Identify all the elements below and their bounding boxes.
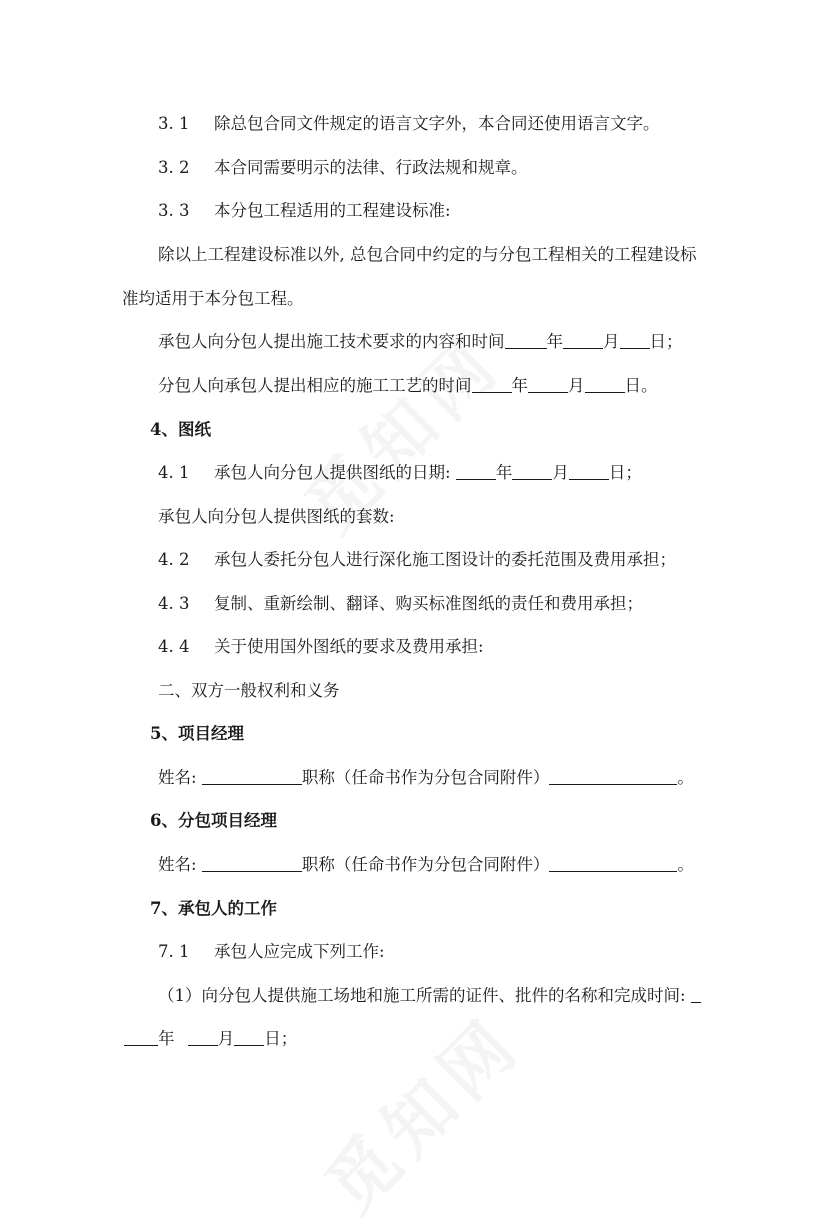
clause-number: 4. 4 bbox=[158, 637, 190, 656]
process-date-line bbox=[0, 374, 830, 398]
month-blank bbox=[563, 331, 603, 349]
paragraph-line: 承包人向分包人提供图纸的套数: bbox=[158, 507, 395, 526]
section-title: 承包人的工作 bbox=[177, 899, 277, 918]
month-blank bbox=[528, 375, 568, 393]
day-blank bbox=[234, 1028, 264, 1046]
year-blank bbox=[456, 462, 496, 480]
clause-text: 除总包合同文件规定的语言文字外，本合同还使用语言文字。 bbox=[214, 114, 660, 133]
paragraph-line: 除以上工程建设标准以外, 总包合同中约定的与分包工程相关的工程建设标 bbox=[158, 245, 697, 264]
month-label: 月 bbox=[217, 1029, 235, 1048]
day-label: 日； bbox=[608, 463, 642, 482]
clause-number: 3. 3 bbox=[158, 201, 190, 220]
year-label: 年 bbox=[158, 1029, 175, 1048]
clause-3-3 bbox=[0, 199, 830, 223]
clause-3-2 bbox=[0, 156, 830, 180]
year-label: 年 bbox=[495, 463, 513, 482]
name-blank bbox=[202, 854, 302, 872]
clause-4-3 bbox=[0, 592, 830, 616]
line-text: 承包人向分包人提出施工技术要求的内容和时间 bbox=[158, 332, 505, 351]
section-title: 项目经理 bbox=[177, 724, 244, 743]
chapter-2-heading: 二、双方一般权利和义务 bbox=[158, 681, 340, 700]
clause-number: 7. 1 bbox=[158, 942, 190, 961]
clause-4-4 bbox=[0, 635, 830, 659]
time-blank-start bbox=[691, 985, 701, 1003]
section-title: 分包项目经理 bbox=[177, 811, 277, 830]
title-blank bbox=[549, 767, 677, 785]
day-blank bbox=[585, 375, 625, 393]
clause-text: 关于使用国外图纸的要求及费用承担: bbox=[214, 637, 484, 656]
section-number: 4、 bbox=[150, 420, 178, 439]
month-label: 月 bbox=[603, 332, 620, 351]
name-label: 姓名: bbox=[158, 768, 202, 787]
clause-4-1 bbox=[0, 461, 830, 485]
title-blank bbox=[549, 854, 677, 872]
section-title: 图纸 bbox=[177, 420, 211, 439]
day-label: 日； bbox=[264, 1029, 298, 1048]
end-mark: 。 bbox=[677, 768, 694, 787]
month-blank bbox=[188, 1028, 218, 1046]
clause-number: 4. 3 bbox=[158, 594, 190, 613]
year-label: 年 bbox=[546, 332, 563, 351]
section-6-heading bbox=[0, 809, 830, 833]
clause-3-1 bbox=[0, 112, 830, 136]
item-text: （1）向分包人提供施工场地和施工所需的证件、批件的名称和完成时间: bbox=[158, 986, 691, 1005]
day-label: 日； bbox=[649, 332, 683, 351]
sub-project-manager-line bbox=[0, 853, 830, 877]
clause-text: 复制、重新绘制、翻译、购买标准图纸的责任和费用承担； bbox=[214, 594, 643, 613]
paragraph-line: 准均适用于本分包工程。 bbox=[122, 289, 304, 308]
clause-text: 本分包工程适用的工程建设标准: bbox=[214, 201, 451, 220]
year-blank bbox=[472, 375, 512, 393]
section-4-heading bbox=[0, 418, 830, 442]
item-1-date-line bbox=[0, 1027, 830, 1051]
month-blank bbox=[512, 462, 552, 480]
clause-text: 承包人向分包人提供图纸的日期: bbox=[214, 463, 456, 482]
clause-number: 3. 2 bbox=[158, 158, 190, 177]
clause-text: 承包人应完成下列工作: bbox=[214, 942, 385, 961]
section-7-heading bbox=[0, 897, 830, 921]
name-label: 姓名: bbox=[158, 855, 202, 874]
section-number: 7、 bbox=[150, 899, 178, 918]
day-blank bbox=[569, 462, 609, 480]
clause-7-1 bbox=[0, 940, 830, 964]
clause-text: 承包人委托分包人进行深化施工图设计的委托范围及费用承担； bbox=[214, 550, 676, 569]
project-manager-line bbox=[0, 766, 830, 790]
section-number: 6、 bbox=[150, 811, 178, 830]
item-1-line bbox=[0, 984, 830, 1008]
year-label: 年 bbox=[511, 376, 528, 395]
title-label: 职称（任命书作为分包合同附件） bbox=[301, 768, 550, 787]
tech-requirement-date-line bbox=[0, 330, 830, 354]
clause-number: 4. 2 bbox=[158, 550, 190, 569]
clause-number: 3. 1 bbox=[158, 114, 190, 133]
year-blank bbox=[505, 331, 547, 349]
month-label: 月 bbox=[552, 463, 569, 482]
clause-4-2 bbox=[0, 548, 830, 572]
clause-text: 本合同需要明示的法律、行政法规和规章。 bbox=[214, 158, 528, 177]
section-number: 5、 bbox=[150, 724, 178, 743]
month-label: 月 bbox=[568, 376, 585, 395]
line-text: 分包人向承包人提出相应的施工工艺的时间 bbox=[158, 376, 472, 395]
year-blank bbox=[124, 1028, 158, 1046]
day-label: 日。 bbox=[624, 376, 658, 395]
clause-number: 4. 1 bbox=[158, 463, 190, 482]
day-blank bbox=[620, 331, 650, 349]
end-mark: 。 bbox=[677, 855, 694, 874]
section-5-heading bbox=[0, 722, 830, 746]
title-label: 职称（任命书作为分包合同附件） bbox=[301, 855, 550, 874]
name-blank bbox=[202, 767, 302, 785]
